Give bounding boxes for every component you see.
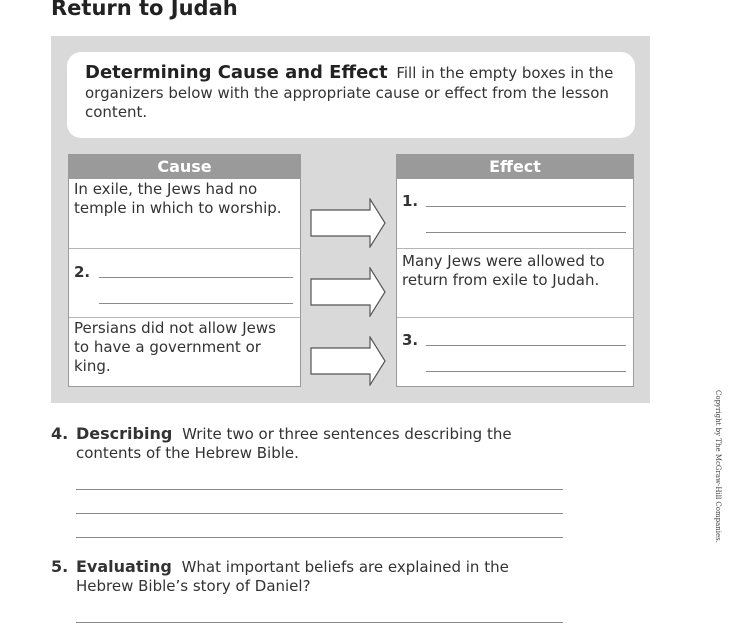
question-4-heading: Describing xyxy=(76,424,173,443)
effect-column xyxy=(396,154,634,387)
cause-2-number: 2. xyxy=(74,263,91,281)
arrow-right-icon xyxy=(310,198,386,248)
question-5-prompt: What important beliefs are explained in the Hebrew Bible’s story of Daniel? xyxy=(76,558,509,595)
answer-line[interactable] xyxy=(426,345,626,346)
page-title: Return to Judah xyxy=(51,0,238,20)
question-4-number: 4. xyxy=(51,424,69,443)
cause-3-text: Persians did not allow Jews to have a government or king. xyxy=(74,319,276,375)
answer-line[interactable] xyxy=(76,537,563,538)
answer-line[interactable] xyxy=(76,489,563,490)
effect-3-number: 3. xyxy=(402,331,419,349)
cause-cell-3 xyxy=(69,317,300,386)
effect-cell-1[interactable] xyxy=(397,179,633,248)
effect-cell-2 xyxy=(397,248,633,317)
cause-cell-1 xyxy=(69,179,300,248)
cause-1-text: In exile, the Jews had no temple in which to worship. xyxy=(74,180,282,217)
effect-header: Effect xyxy=(397,155,633,179)
cause-cell-2[interactable] xyxy=(69,248,300,317)
copyright-notice: Copyright by The McGraw-Hill Companies. xyxy=(714,390,722,543)
answer-line[interactable] xyxy=(76,622,563,623)
question-5-number: 5. xyxy=(51,557,69,576)
answer-line[interactable] xyxy=(426,232,626,233)
answer-line[interactable] xyxy=(426,371,626,372)
effect-cell-3[interactable] xyxy=(397,317,633,386)
effect-1-number: 1. xyxy=(402,192,419,210)
answer-line[interactable] xyxy=(426,206,626,207)
answer-line[interactable] xyxy=(99,277,293,278)
instructions xyxy=(85,63,625,123)
question-5-heading: Evaluating xyxy=(76,557,172,576)
cause-column xyxy=(68,154,301,387)
instructions-box xyxy=(67,52,635,138)
question-5 xyxy=(51,557,551,596)
answer-line[interactable] xyxy=(99,303,293,304)
question-4-prompt: Write two or three sentences describing the contents of the Hebrew Bible. xyxy=(76,425,512,462)
effect-2-text: Many Jews were allowed to return from exile to Judah. xyxy=(402,252,605,289)
cause-effect-panel xyxy=(51,36,650,403)
cause-header: Cause xyxy=(69,155,300,179)
organizer-instructions: Fill in the empty boxes in the organizers below with the appropriate cause or effect from the lesson content. xyxy=(85,64,614,121)
arrow-right-icon xyxy=(310,267,386,317)
arrow-right-icon xyxy=(310,336,386,386)
answer-line[interactable] xyxy=(76,513,563,514)
organizer-heading: Determining Cause and Effect xyxy=(85,62,388,83)
question-4 xyxy=(51,424,551,463)
